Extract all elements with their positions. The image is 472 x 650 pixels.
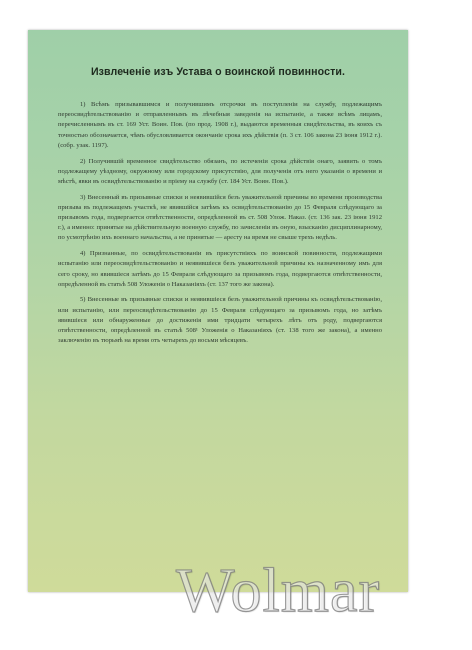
watermark-logo: Wolmar <box>176 557 381 625</box>
document-sheet <box>28 30 408 592</box>
paragraph-1: 1) Всѣмъ призывавшимся и получившимъ отсрочки въ поступленіи на службу, подлежащимъ переосвидѣтельствованію и отправленнымъ въ лѣчебныя заведенія на испытаніе, а также всѣмъ лицамъ, перечисленнымъ въ ст. 169 Уст. Воин. Пов. (по прод. 1908 г.), выдаются временныя свидѣтельства, въ коихъ съ точностью обозначается, чѣмъ обусловливается окончаніе срока ихъ дѣйствія (п. 3 ст. 106 закона 23 іюня 1912 г.). (собр. узак. 1197). <box>58 101 382 149</box>
paragraph-4: 4) Признанные, по освидѣтельствованіи въ присутствіяхъ по воинской повинности, подлежащими испытанію или переосвидѣтельствованію и неявившіеся безъ уважительной причины къ назначенному имъ для сего сроку, но явившіеся затѣмъ до 15 Февраля слѣдующаго за призывомъ года, подвергаются отвѣтственности, опредѣленной въ статьѣ 508 Уложенія о Наказаніяхъ (ст. 137 того же закона). <box>58 250 382 288</box>
paragraph-3: 3) Внесенный въ призывные списки и неявившійся безъ уважительной причины во времени производства призыва въ подлежащемъ участкѣ, не явившійся затѣмъ къ освидѣтельствованію до 15 Февраля слѣдующаго за призывомъ года, подвергается отвѣтственности, опредѣленной въ ст. 508 Улож. Наказ. (ст. 136 зак. 23 іюня 1912 г.), а именно: принятые на дѣйствительную военную службу, по зачисленіи въ оную, взысканію дисциплинарному, по усмотрѣнію ихъ военнаго начальства, а не принятые — аресту на время не свыше трехъ недѣль. <box>58 193 382 242</box>
paragraph-5: 5) Внесенные въ призывные списки и неявившіеся безъ уважительной причины къ освидѣтельствованію, или испытанію, или переосвидѣтельствованію до 15 Февраля слѣдующаго за призывомъ года, но затѣмъ явившіеся или обнаруженные до достиженія ими тридцати четырехъ лѣтъ отъ роду, подвергаются отвѣтственности, опредѣленной въ статьѣ 508¹ Уложенія о Наказаніяхъ (ст. 138 того же закона), а именно заключенію въ тюрьмѣ на время отъ четырехъ до восьми мѣсяцевъ. <box>58 296 382 345</box>
paragraph-2: 2) Получившій временное свидѣтельство обязанъ, по истеченіи срока дѣйствія онаго, заявить о томъ подлежащему уѣздному, окружному или городскому присутствію, для полученія отъ него указанія о времени и мѣстѣ, явки въ освидѣтельствованію и пріему на службу (ст. 184 Уст. Воин. Пов.). <box>58 157 382 185</box>
document-body <box>58 100 382 352</box>
document-title: Извлеченіе изъ Устава о воинской повинности. <box>90 66 346 78</box>
